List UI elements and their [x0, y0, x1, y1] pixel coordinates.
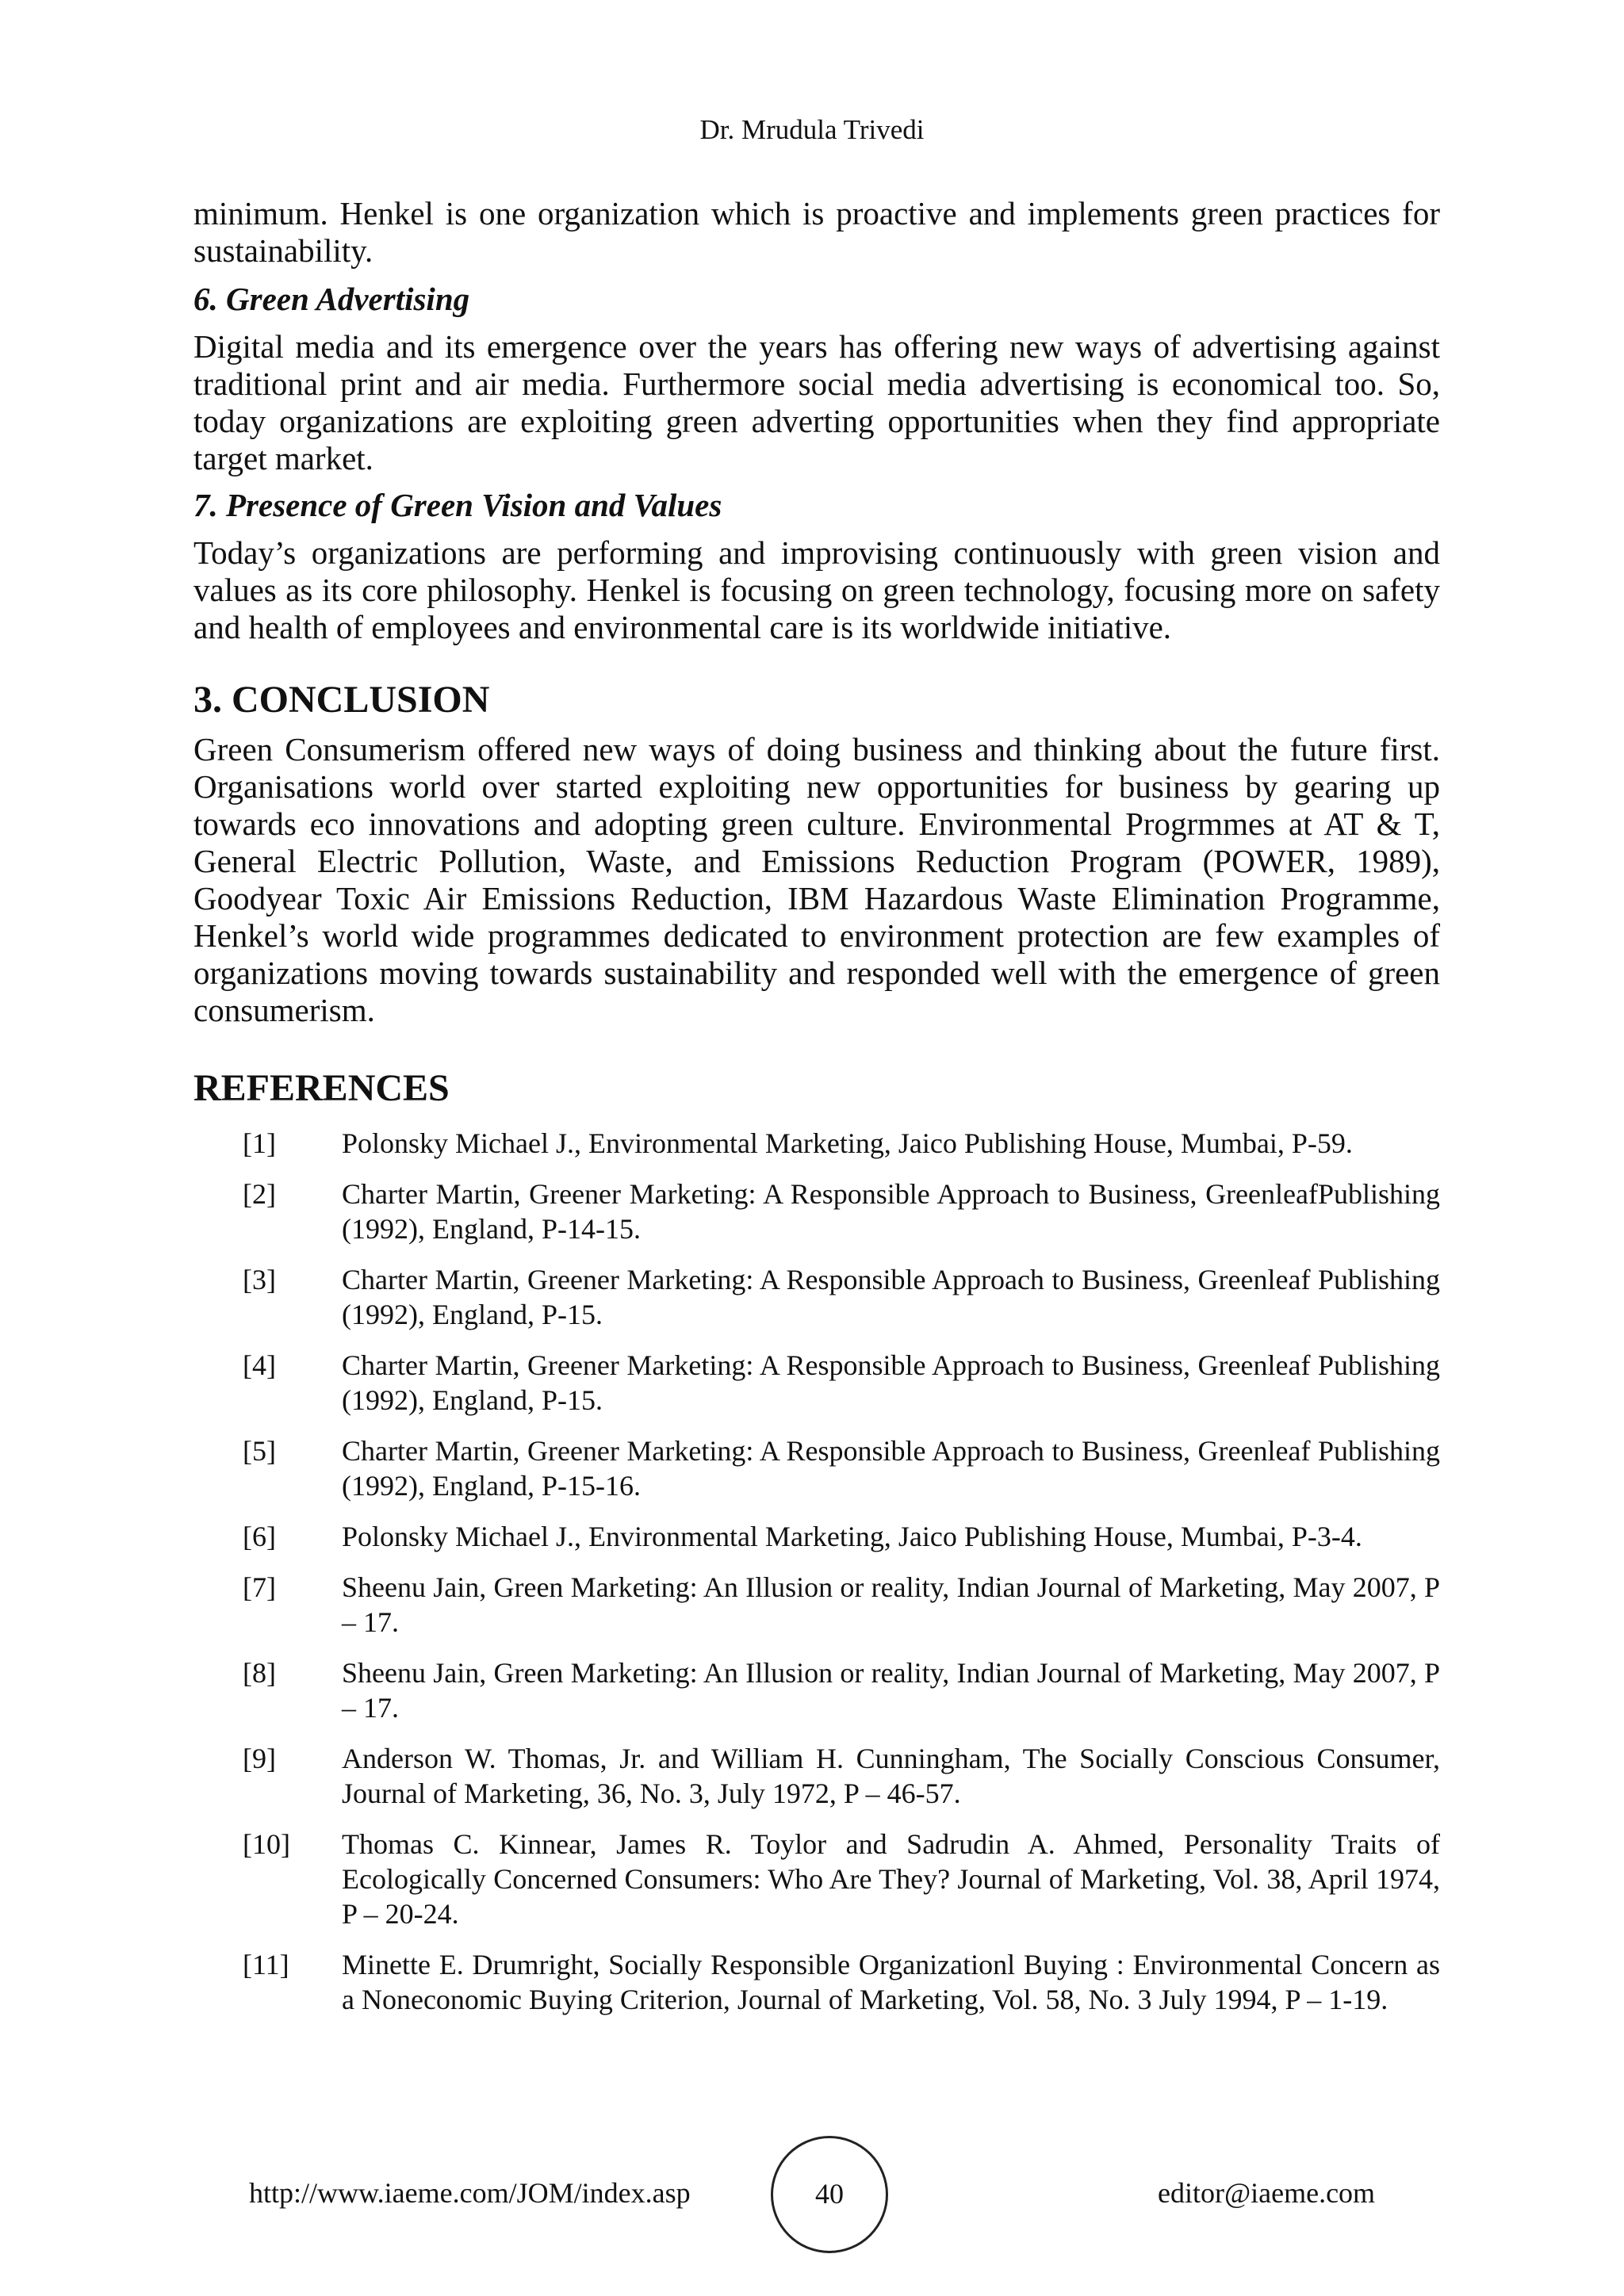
reference-number: [9]: [243, 1743, 276, 1774]
section-heading-conclusion: 3. CONCLUSION: [193, 679, 490, 721]
page-number-badge: [771, 2136, 888, 2253]
paragraph-conclusion: Green Consumerism offered new ways of doing business and thinking about the future first. Organisations world over started exploiting new opportunities for business by gearing up towards eco innovations and adopting green culture. Environmental Progrmmes at AT & T, General Electric Pollution, Waste, and Emissions Reduction Program (POWER, 1989), Goodyear Toxic Air Emissions Reduction, IBM Hazardous Waste Elimination Programme, Henkel’s world wide programmes dedicated to environment protection are few examples of organizations moving towards sustainability and responded well with the emergence of green consumerism.: [193, 731, 1440, 1028]
reference-number: [11]: [243, 1949, 289, 1980]
subheading-green-advertising: 6. Green Advertising: [193, 281, 470, 317]
reference-number: [1]: [243, 1127, 276, 1159]
reference-number: [2]: [243, 1178, 276, 1210]
reference-number: [3]: [243, 1264, 276, 1295]
footer-email-link[interactable]: editor@iaeme.com: [1158, 2177, 1376, 2209]
reference-text: Polonsky Michael J., Environmental Marketing, Jaico Publishing House, Mumbai, P-59.: [342, 1127, 1353, 1159]
page-number: 40: [815, 2178, 844, 2210]
section-heading-references: REFERENCES: [193, 1067, 450, 1109]
reference-text: Sheenu Jain, Green Marketing: An Illusion or reality, Indian Journal of Marketing, May 2007, P – 17.: [342, 1571, 1440, 1638]
continuation-paragraph: minimum. Henkel is one organization which is proactive and implements green practices for sustainability.: [193, 195, 1440, 269]
reference-number: [8]: [243, 1657, 276, 1689]
reference-number: [10]: [243, 1828, 290, 1860]
reference-text: Charter Martin, Greener Marketing: A Responsible Approach to Business, Greenleaf Publishing (1992), England, P-15.: [342, 1349, 1440, 1416]
reference-text: Anderson W. Thomas, Jr. and William H. Cunningham, The Socially Conscious Consumer, Journal of Marketing, 36, No. 3, July 1972, P – 46-57.: [342, 1743, 1440, 1809]
reference-number: [7]: [243, 1571, 276, 1603]
reference-text: Thomas C. Kinnear, James R. Toylor and Sadrudin A. Ahmed, Personality Traits of Ecologically Concerned Consumers: Who Are They? Journal of Marketing, Vol. 38, April 1974, P – 20-24.: [342, 1828, 1440, 1930]
reference-text: Charter Martin, Greener Marketing: A Responsible Approach to Business, GreenleafPublishing (1992), England, P-14-15.: [342, 1178, 1440, 1245]
reference-text: Minette E. Drumright, Socially Responsible Organizationl Buying : Environmental Concern as a Noneconomic Buying Criterion, Journal of Marketing, Vol. 58, No. 3 July 1994, P – 1-19.: [342, 1949, 1440, 2015]
reference-number: [5]: [243, 1435, 276, 1467]
footer-url-link[interactable]: http://www.iaeme.com/JOM/index.asp: [249, 2177, 691, 2209]
reference-number: [4]: [243, 1349, 276, 1381]
reference-text: Charter Martin, Greener Marketing: A Responsible Approach to Business, Greenleaf Publishing (1992), England, P-15-16.: [342, 1435, 1440, 1502]
subheading-green-vision: 7. Presence of Green Vision and Values: [193, 487, 722, 523]
reference-text: Charter Martin, Greener Marketing: A Responsible Approach to Business, Greenleaf Publishing (1992), England, P-15.: [342, 1264, 1440, 1330]
running-header-author: Dr. Mrudula Trivedi: [699, 114, 925, 145]
reference-text: Sheenu Jain, Green Marketing: An Illusion or reality, Indian Journal of Marketing, May 2007, P – 17.: [342, 1657, 1440, 1724]
reference-number: [6]: [243, 1521, 276, 1552]
reference-text: Polonsky Michael J., Environmental Marketing, Jaico Publishing House, Mumbai, P-3-4.: [342, 1521, 1362, 1552]
paragraph-green-advertising: Digital media and its emergence over the years has offering new ways of advertising against traditional print and air media. Furthermore social media advertising is economical too. So, today organizations are exploiting green adverting opportunities when they find appropriate target market.: [193, 328, 1440, 476]
paragraph-green-vision: Today’s organizations are performing and improvising continuously with green vision and values as its core philosophy. Henkel is focusing on green technology, focusing more on safety and health of employees and environmental care is its worldwide initiative.: [193, 534, 1440, 645]
